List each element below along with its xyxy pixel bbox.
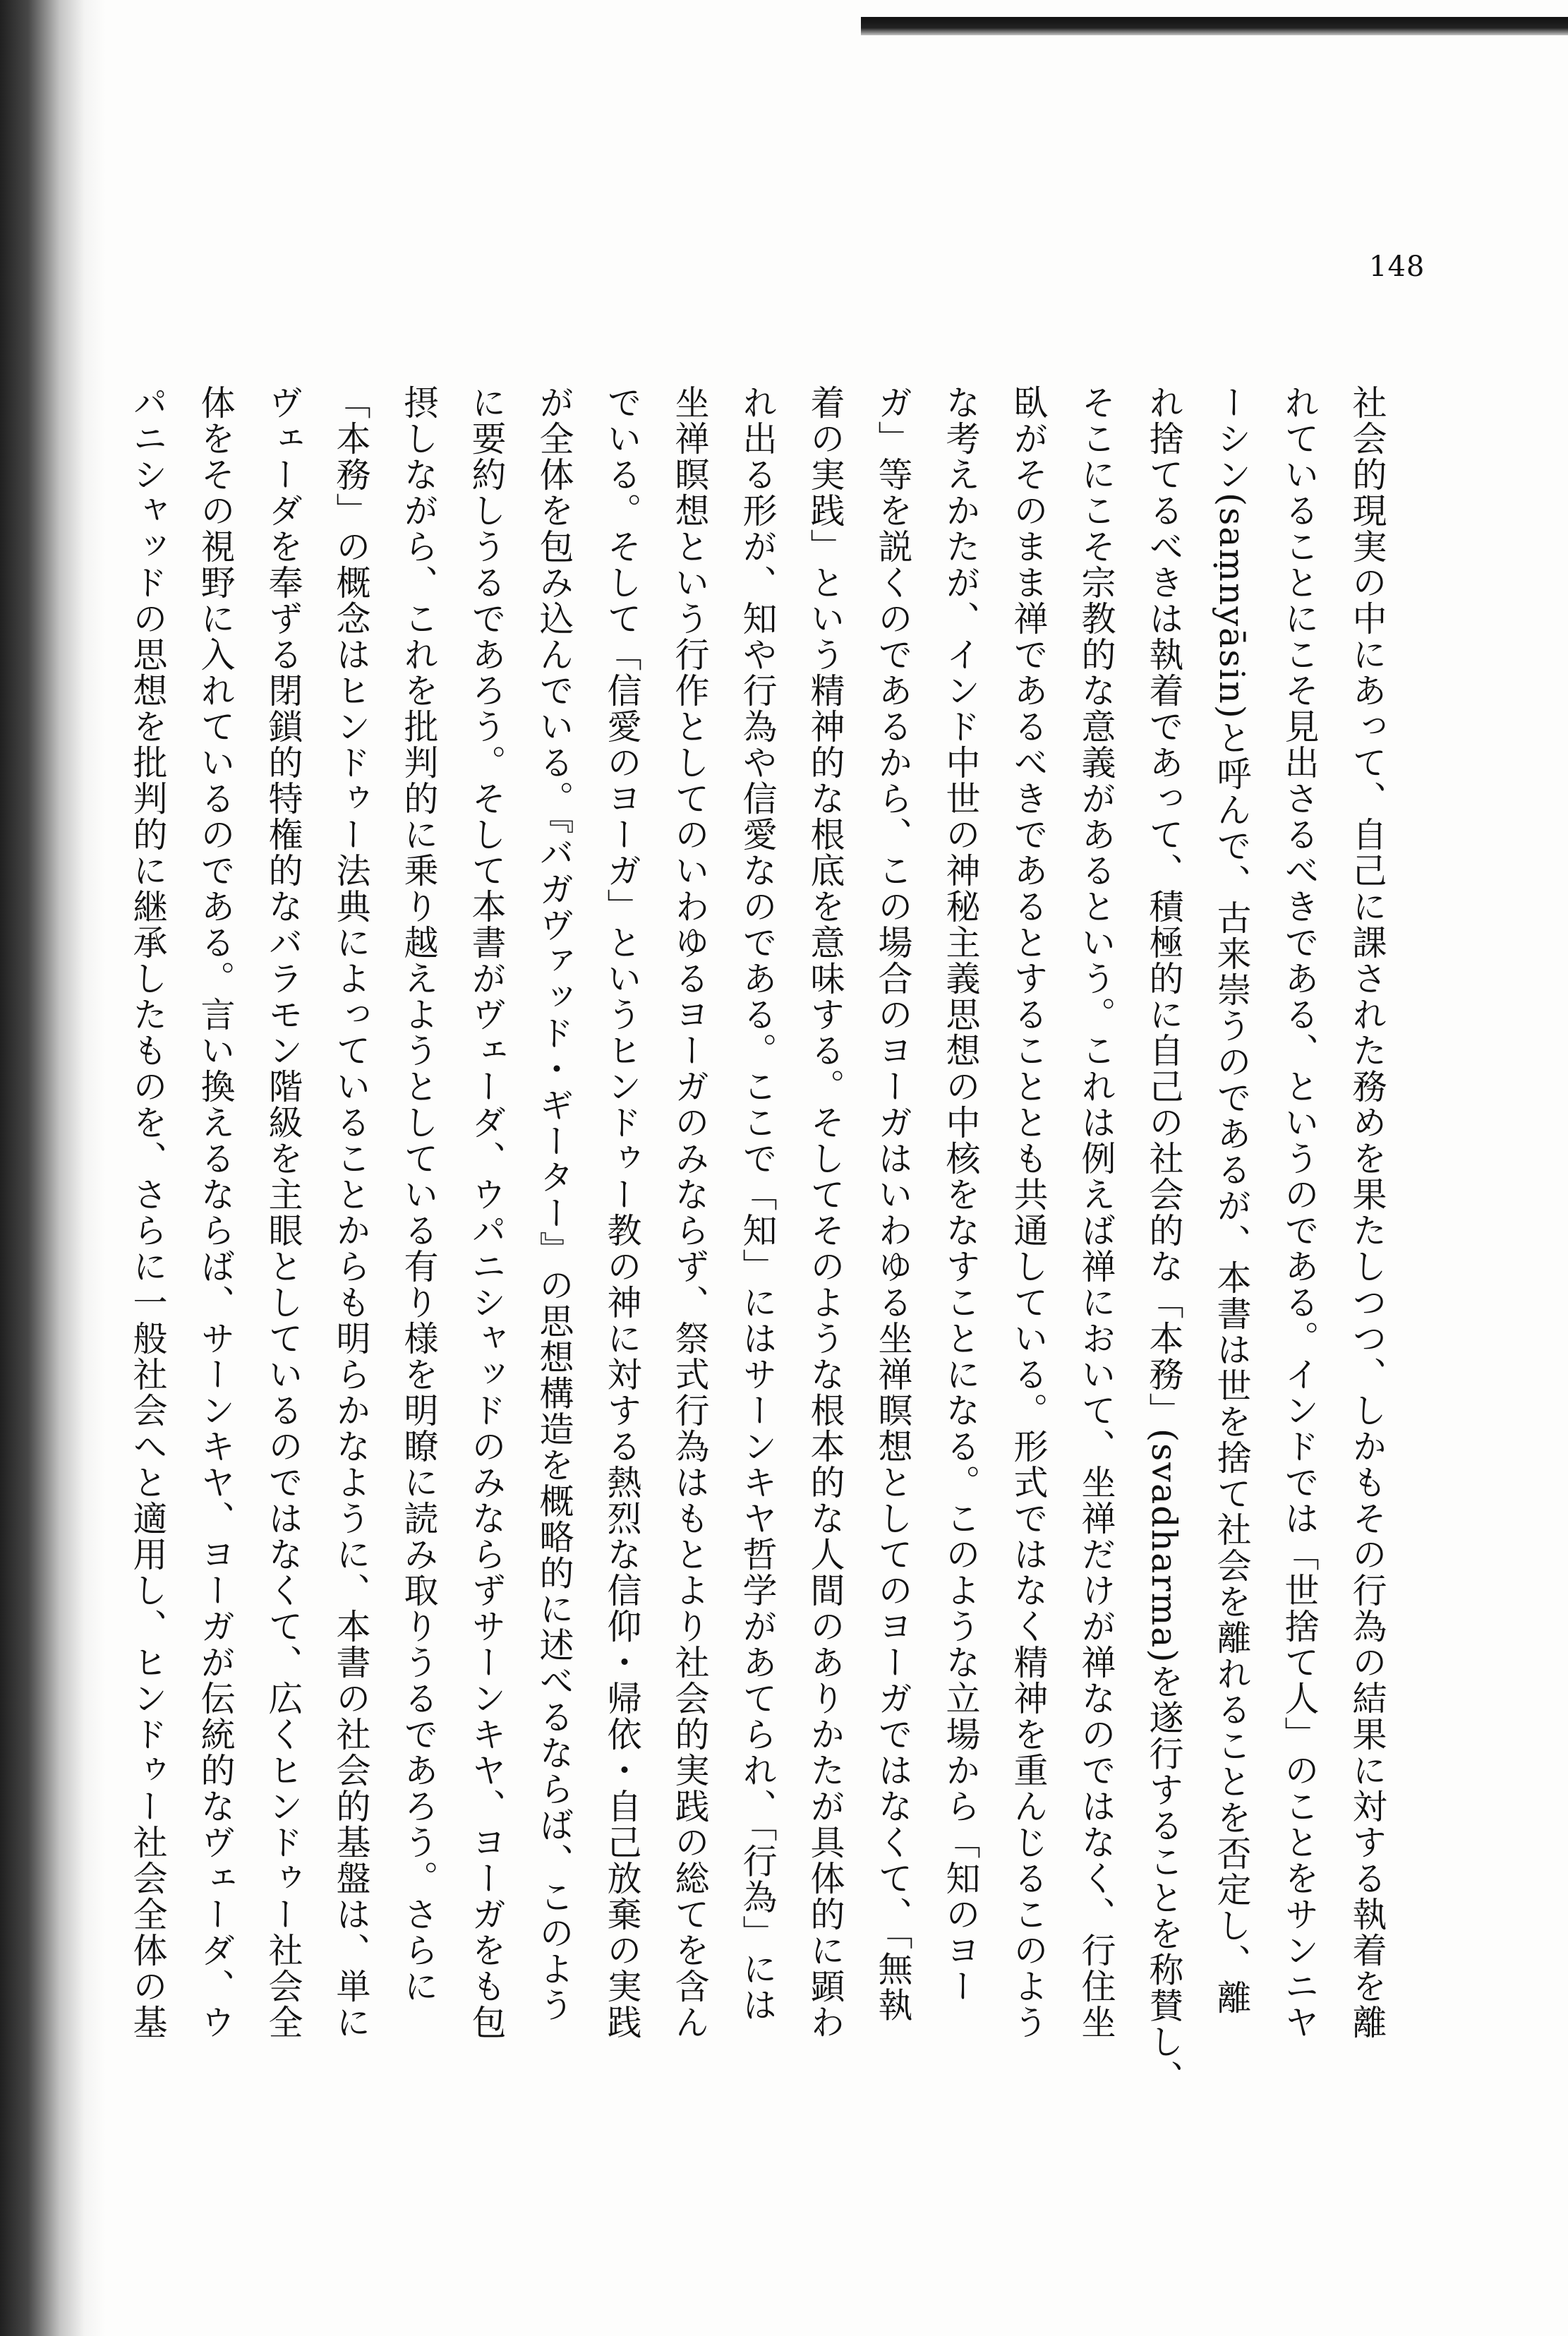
text-line: 体をその視野に入れているのである。言い換えるならば、サーンキヤ、ヨーガが伝統的なヴェーダ、ウ [195,385,236,2040]
text-line: 坐禅瞑想という行作としてのいわゆるヨーガのみならず、祭式行為はもとより社会的実践の総てを含ん [670,385,710,2040]
text-line: れていることにこそ見出さるべきである、というのである。インドでは「世捨て人」のことをサンニヤ [1279,385,1320,2040]
text-line: な考えかたが、インド中世の神秘主義思想の中核をなすことになる。このような立場から「知のヨー [941,385,981,2004]
text-line: が全体を包み込んでいる。『バガヴァッド・ギーター』の思想構造を概略的に述べるならば、このよう [534,385,574,2023]
text-line: ガ」等を説くのであるから、この場合のヨーガはいわゆる坐禅瞑想としてのヨーガではなくて、「無執 [873,385,913,2023]
text-line: そこにこそ宗教的な意義があるという。これは例えば禅において、坐禅だけが禅なのではなく、行住坐 [1076,385,1116,2040]
text-line: に要約しうるであろう。そして本書がヴェーダ、ウパニシャッドのみならずサーンキヤ、ヨーガをも包 [466,385,507,2040]
text-line: 臥がそのまま禅であるべきであるとすることとも共通している。形式ではなく精神を重んじるこのよう [1008,385,1049,2040]
text-line: でいる。そして「信愛のヨーガ」というヒンドゥー教の神に対する熱烈な信仰・帰依・自己放棄の実践 [602,385,642,2040]
text-line: れ出る形が、知や行為や信愛なのである。ここで「知」にはサーンキヤ哲学があてられ、「行為」には [737,385,778,2023]
binding-shadow [0,0,106,2336]
text-line: 社会的現実の中にあって、自己に課された務めを果たしつつ、しかもその行為の結果に対する執着を離 [1347,385,1387,2040]
text-line: 摂しながら、これを批判的に乗り越えようとしている有り様を明瞭に読み取りうるであろう。さらに [399,385,439,2004]
body-text [128,385,1401,2096]
text-line: 「本務」の概念はヒンドゥー法典によっていることからも明らかなように、本書の社会的基盤は、単に [331,385,371,2040]
text-line: パニシャッドの思想を批判的に継承したものを、さらに一般社会へと適用し、ヒンドゥー社会全体の基 [128,385,168,2040]
page-edge-rule [861,17,1568,35]
text-line: れ捨てるべきは執着であって、積極的に自己の社会的な「本務」(svadharma)を遂行することを称賛し、 [1144,385,1184,2096]
text-line: 着の実践」という精神的な根底を意味する。そしてそのような根本的な人間のありかたが具体的に顕わ [805,385,845,2040]
text-line: ーシン(saṃnyāsin)と呼んで、古来崇うのであるが、本書は世を捨て社会を離れることを否定し、離 [1212,385,1252,2016]
page-number: 148 [1369,251,1425,283]
text-line: ヴェーダを奉ずる閉鎖的特権的なバラモン階級を主眼としているのではなくて、広くヒンドゥー社会全 [263,385,303,2040]
